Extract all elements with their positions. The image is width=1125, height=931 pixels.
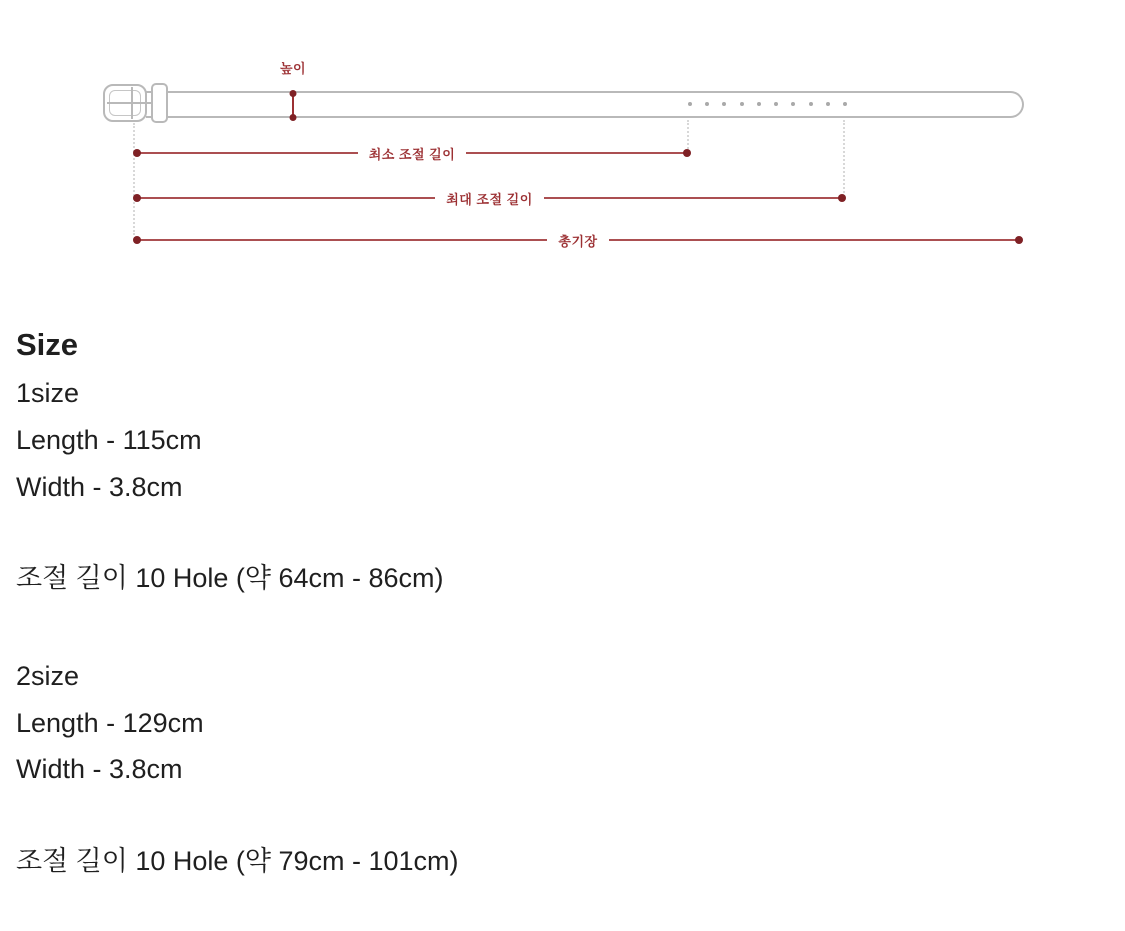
size2-width: Width - 3.8cm: [16, 754, 183, 784]
size1-width: Width - 3.8cm: [16, 472, 183, 502]
size1-name: 1size: [16, 378, 80, 408]
size2-name: 2size: [16, 661, 80, 691]
min-adjust-label: 최소 조절 길이: [358, 144, 467, 163]
size2-adjust-range: 조절 길이 10 Hole (약 79cm - 101cm): [16, 846, 459, 876]
total-length-label: 총기장: [547, 231, 608, 250]
size-heading: Size: [16, 327, 79, 362]
max-adjust-label: 최대 조절 길이: [435, 189, 544, 208]
height-measure-label: 높이: [279, 61, 307, 76]
size1-adjust-range: 조절 길이 10 Hole (약 64cm - 86cm): [16, 563, 444, 593]
size1-length: Length - 115cm: [16, 425, 202, 455]
size2-length: Length - 129cm: [16, 708, 204, 738]
